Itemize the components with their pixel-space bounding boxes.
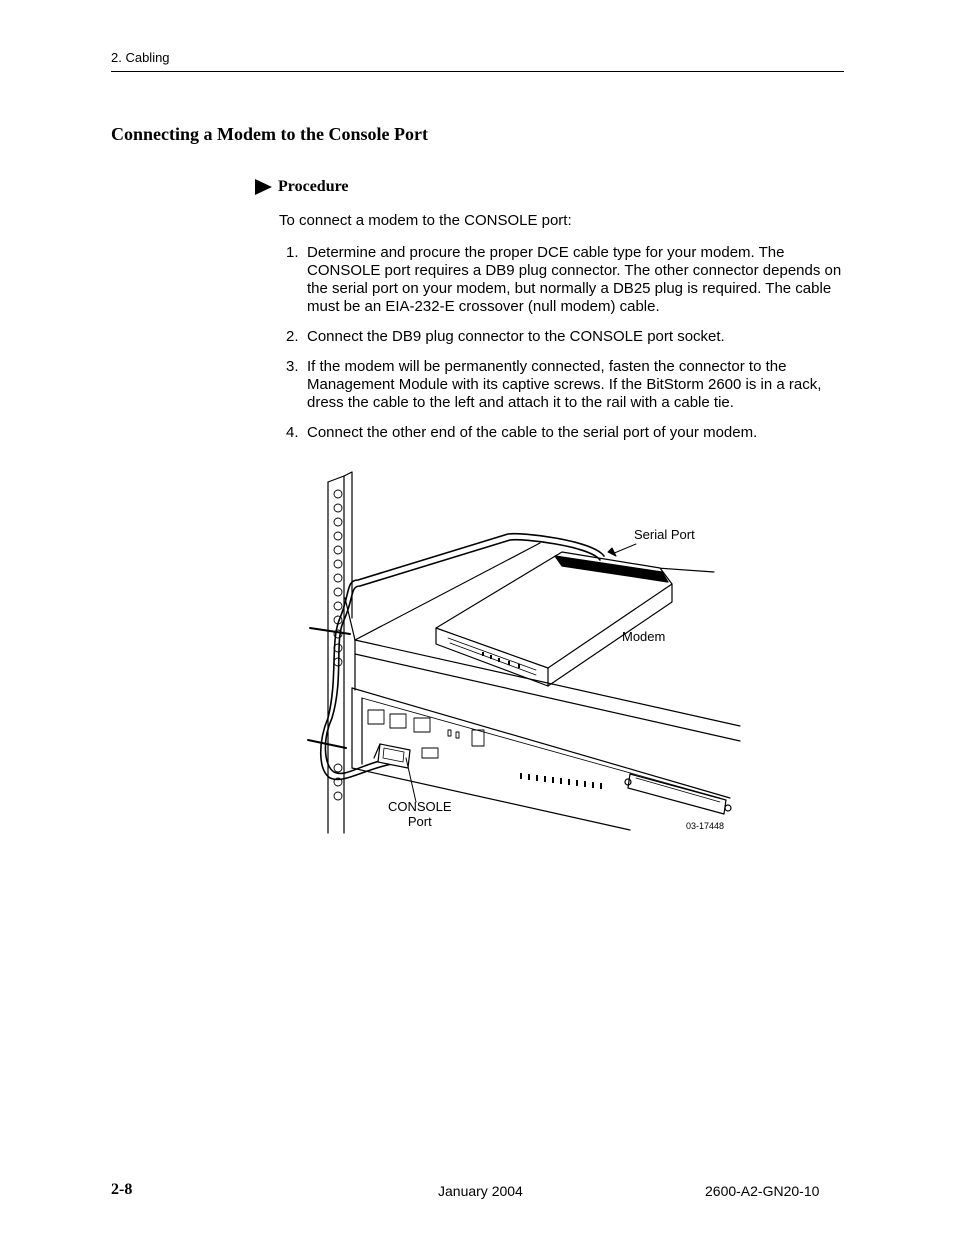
console-port-label bbox=[388, 799, 452, 829]
page-number: 2-8 bbox=[111, 1181, 133, 1198]
running-header: 2. Cabling bbox=[111, 50, 170, 65]
procedure-intro: To connect a modem to the CONSOLE port: bbox=[279, 212, 572, 229]
step-2 bbox=[279, 328, 844, 346]
modem-label: Modem bbox=[622, 629, 666, 644]
rack-illustration bbox=[300, 468, 750, 838]
step-text: Connect the DB9 plug connector to the CONSOLE port socket. bbox=[307, 328, 725, 345]
footer-date: January 2004 bbox=[438, 1183, 523, 1199]
document-number: 2600-A2-GN20-10 bbox=[705, 1183, 820, 1199]
step-number: 3. bbox=[286, 358, 299, 375]
procedure-heading bbox=[255, 178, 349, 196]
console-label-line1: CONSOLE bbox=[388, 799, 452, 814]
step-number: 1. bbox=[286, 244, 299, 261]
step-3 bbox=[279, 358, 844, 412]
procedure-label: Procedure bbox=[278, 178, 349, 195]
header-rule bbox=[111, 71, 844, 72]
step-text: If the modem will be permanently connected, fasten the connector to the Management Module with its captive screws. If the BitStorm 2600 is in a rack, dress the cable to the left and attach it to the rail with a cable tie. bbox=[307, 358, 822, 411]
section-title: Connecting a Modem to the Console Port bbox=[111, 124, 428, 144]
step-number: 4. bbox=[286, 424, 299, 441]
procedure-arrow-icon bbox=[255, 179, 272, 195]
modem-console-figure bbox=[300, 468, 750, 838]
step-number: 2. bbox=[286, 328, 299, 345]
console-label-line2: Port bbox=[407, 814, 432, 829]
procedure-steps bbox=[279, 244, 844, 454]
step-text: Determine and procure the proper DCE cable type for your modem. The CONSOLE port requires a DB9 plug connector. The other connector depends on the serial port on your modem, but normally a DB25 plug is required. The cable must be an EIA-232-E crossover (null modem) cable. bbox=[307, 244, 842, 315]
step-4 bbox=[279, 424, 844, 442]
serial-port-label: Serial Port bbox=[634, 527, 695, 542]
step-1 bbox=[279, 244, 844, 316]
step-text: Connect the other end of the cable to the serial port of your modem. bbox=[307, 424, 758, 441]
db9-connector bbox=[374, 744, 410, 768]
figure-id: 03-17448 bbox=[686, 821, 725, 831]
